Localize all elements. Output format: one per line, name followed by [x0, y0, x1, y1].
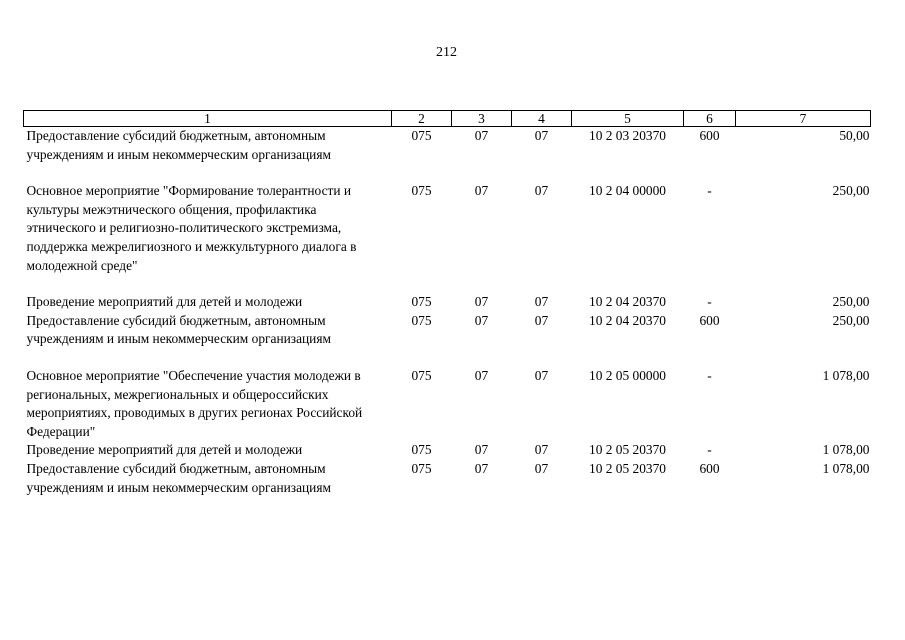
row-col-4: 07 [534, 312, 549, 328]
row-col-7: 250,00 [832, 294, 870, 310]
row-col-6: 600 [699, 128, 720, 143]
row-col-5: 10 2 05 00000 [589, 367, 666, 383]
row-col-7: 1 078,00 [822, 367, 870, 383]
row-name: Основное мероприятие "Обеспечение участия молодежи в региональных, межрегиональных и общероссийских мероприятиях, проводимых в других регионах Российской Федерации" [26, 367, 363, 439]
row-col-2: 075 [411, 294, 432, 310]
row-spacer [24, 275, 871, 293]
row-col-3: 07 [474, 294, 489, 310]
row-name: Проведение мероприятий для детей и молодежи [26, 442, 303, 458]
row-col-3: 07 [474, 128, 489, 143]
table-row [24, 293, 871, 312]
header-col-4: 4 [512, 111, 572, 127]
header-col-2: 2 [392, 111, 452, 127]
row-col-6: - [707, 367, 712, 383]
table-row [24, 312, 871, 349]
row-col-5: 10 2 04 20370 [589, 312, 666, 328]
row-col-3: 07 [474, 367, 489, 383]
header-col-5: 5 [572, 111, 684, 127]
row-col-2: 075 [411, 367, 432, 383]
row-col-7: 250,00 [832, 312, 870, 328]
row-col-7: 250,00 [832, 183, 870, 199]
header-col-6: 6 [684, 111, 736, 127]
row-name: Проведение мероприятий для детей и молодежи [26, 294, 303, 310]
row-col-7: 1 078,00 [822, 442, 870, 458]
row-col-4: 07 [534, 128, 549, 143]
table-row [24, 367, 871, 441]
row-col-2: 075 [411, 460, 432, 476]
row-col-5: 10 2 04 20370 [589, 294, 666, 310]
row-col-2: 075 [411, 183, 432, 199]
header-row [24, 111, 871, 127]
table-row [24, 460, 871, 497]
row-name: Предоставление субсидий бюджетным, автономным учреждениям и иным некоммерческим организациям [26, 312, 331, 347]
row-col-5: 10 2 04 00000 [589, 183, 666, 199]
row-spacer [24, 164, 871, 182]
row-name: Предоставление субсидий бюджетным, автономным учреждениям и иным некоммерческим организациям [26, 460, 331, 495]
budget-table [23, 110, 871, 497]
row-col-7: 50,00 [839, 128, 870, 143]
row-col-3: 07 [474, 460, 489, 476]
row-col-2: 075 [411, 312, 432, 328]
row-name: Основное мероприятие "Формирование толерантности и культуры межэтнического общения, профилактика этнического и религиозно-политического экстремизма, поддержка межрелигиозного и межкультурного диалога в молодежной среде" [26, 183, 357, 273]
row-col-4: 07 [534, 183, 549, 199]
header-col-1: 1 [24, 111, 392, 127]
row-col-3: 07 [474, 183, 489, 199]
row-col-5: 10 2 05 20370 [589, 460, 666, 476]
row-col-6: 600 [699, 460, 720, 476]
row-spacer [24, 349, 871, 367]
row-col-4: 07 [534, 442, 549, 458]
row-col-5: 10 2 05 20370 [589, 442, 666, 458]
header-col-3: 3 [452, 111, 512, 127]
row-col-4: 07 [534, 294, 549, 310]
row-col-6: - [707, 294, 712, 310]
table-row [24, 182, 871, 275]
row-col-4: 07 [534, 367, 549, 383]
row-col-6: - [707, 183, 712, 199]
page-number: 212 [436, 45, 457, 60]
table-row [24, 441, 871, 460]
row-col-3: 07 [474, 312, 489, 328]
row-col-7: 1 078,00 [822, 460, 870, 476]
row-col-4: 07 [534, 460, 549, 476]
row-col-5: 10 2 03 20370 [589, 128, 666, 143]
row-col-6: - [707, 442, 712, 458]
table-body [24, 127, 871, 498]
row-col-6: 600 [699, 312, 720, 328]
row-col-2: 075 [411, 442, 432, 458]
header-col-7: 7 [736, 111, 871, 127]
table-row [24, 127, 871, 165]
table-header [24, 111, 871, 127]
row-name: Предоставление субсидий бюджетным, автономным учреждениям и иным некоммерческим организациям [26, 128, 331, 162]
row-col-2: 075 [411, 128, 432, 143]
row-col-3: 07 [474, 442, 489, 458]
